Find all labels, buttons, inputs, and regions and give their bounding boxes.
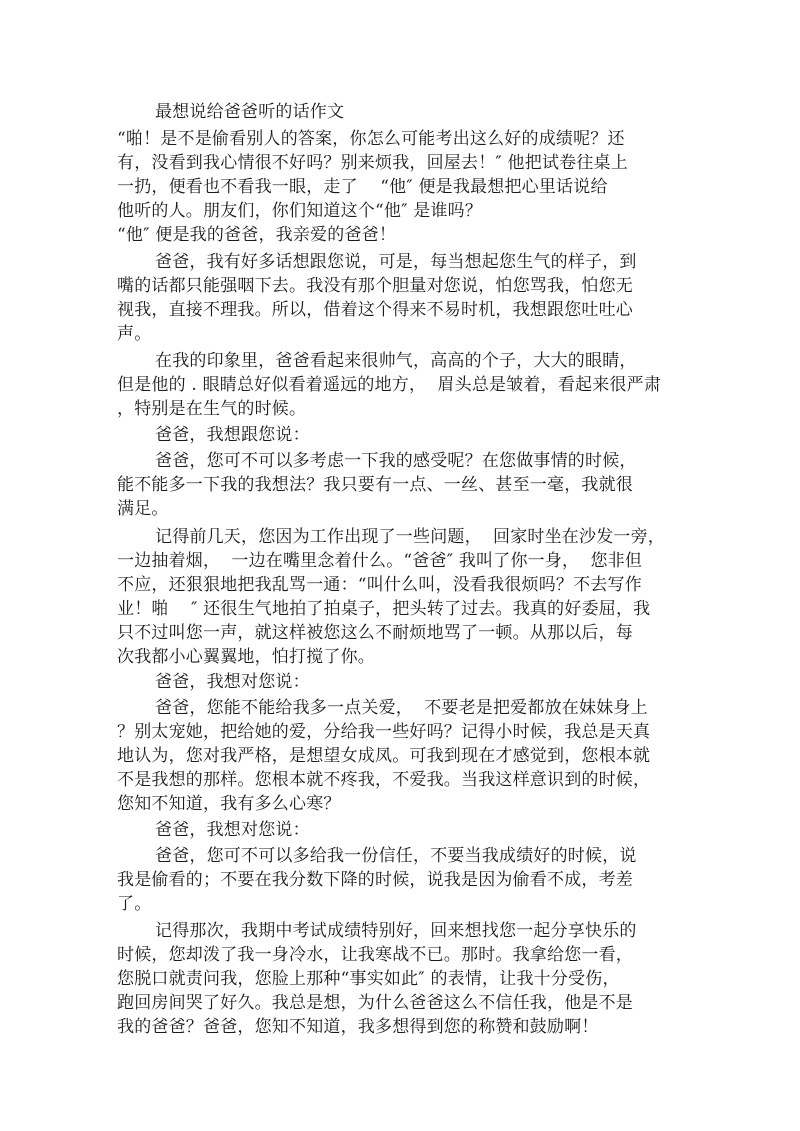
text-line: 他听的人。朋友们，你们知道这个“他″ 是谁吗？ bbox=[117, 201, 483, 221]
text-line: 爸爸，我想对您说： bbox=[155, 820, 310, 840]
text-line: ？别太宠她，把给她的爱，分给我一些好吗？记得小时候，我总是天真 bbox=[117, 722, 651, 742]
text-line: 您知不知道，我有多么心寒？ bbox=[117, 794, 341, 814]
text-line: 时候，您却泼了我一身冷水，让我寒战不已。那时。我拿给您一看， bbox=[117, 945, 633, 965]
text-line: 我的爸爸？爸爸，您知不知道，我多想得到您的称赞和鼓励啊！ bbox=[117, 1017, 599, 1037]
text-line: 爸爸，您能不能给我多一点关爱， 不要老是把爱都放在妹妹身上 bbox=[155, 698, 648, 718]
text-line: 不应，还狠狠地把我乱骂一通：“叫什么叫，没看我很烦吗？不去写作 bbox=[117, 575, 642, 595]
text-line: “啪！是不是偷看别人的答案，你怎么可能考出这么好的成绩呢？还 bbox=[117, 129, 625, 149]
text-line: 声。 bbox=[117, 324, 152, 344]
text-line: “他″ 便是我的爸爸，我亲爱的爸爸！ bbox=[117, 225, 397, 245]
text-line: 您脱口就责问我，您脸上那种“事实如此″ 的表情，让我十分受伤， bbox=[117, 969, 620, 989]
text-line: 一边抽着烟， 一边在嘴里念着什么。“爸爸″ 我叫了你一身， 您非但 bbox=[117, 551, 643, 571]
text-line: 了。 bbox=[117, 894, 152, 914]
text-line: 爸爸，我有好多话想跟您说，可是，每当想起您生气的样子，到 bbox=[155, 252, 637, 272]
text-line: 在我的印象里，爸爸看起来很帅气，高高的个子，大大的眼睛， bbox=[155, 351, 637, 371]
text-line: 视我，直接不理我。所以，借着这个得来不易时机，我想跟您吐吐心 bbox=[117, 300, 633, 320]
text-line: 我是偷看的；不要在我分数下降的时候，说我是因为偷看不成，考差 bbox=[117, 870, 633, 890]
text-line: 嘴的话都只能强咽下去。我没有那个胆量对您说，怕您骂我，怕您无 bbox=[117, 276, 633, 296]
text-line: 地认为，您对我严格，是想望女成凤。可我到现在才感觉到，您根本就 bbox=[117, 746, 651, 766]
text-line: 有，没看到我心情很不好吗？别来烦我，回屋去！″ 他把试卷往桌上 bbox=[117, 153, 628, 173]
text-line: 能不能多一下我的我想法？我只要有一点、一丝、甚至一毫，我就很 bbox=[117, 475, 633, 495]
text-line: 爸爸，我想对您说： bbox=[155, 672, 310, 692]
text-line: ，特别是在生气的时候。 bbox=[117, 399, 307, 419]
text-line: 爸爸，您可不可以多给我一份信任，不要当我成绩好的时候，说 bbox=[155, 846, 637, 866]
text-line: 记得前几天，您因为工作出现了一些问题， 回家时坐在沙发一旁， bbox=[155, 527, 666, 547]
text-line: 只不过叫您一声，就这样被您这么不耐烦地骂了一顿。从那以后，每 bbox=[117, 623, 633, 643]
text-line: 业！啪 ″ 还很生气地拍了拍桌子，把头转了过去。我真的好委屈，我 bbox=[117, 599, 651, 619]
text-line: 爸爸，我想跟您说： bbox=[155, 425, 310, 445]
text-line: 跑回房间哭了好久。我总是想，为什么爸爸这么不信任我，他是不是 bbox=[117, 993, 633, 1013]
text-line: 爸爸，您可不可以多考虑一下我的感受呢？在您做事情的时候， bbox=[155, 451, 637, 471]
text-line: 次我都小心翼翼地，怕打搅了你。 bbox=[117, 647, 375, 667]
text-line: 一扔，便看也不看我一眼，走了 “他″ 便是我最想把心里话说给 bbox=[117, 177, 608, 197]
text-line: 记得那次，我期中考试成绩特别好，回来想找您一起分享快乐的 bbox=[155, 921, 637, 941]
text-line: 满足。 bbox=[117, 499, 169, 519]
text-line: 不是我想的那样。您根本就不疼我，不爱我。当我这样意识到的时候， bbox=[117, 770, 651, 790]
document-title: 最想说给爸爸听的话作文 bbox=[155, 102, 345, 122]
text-line: 但是他的 . 眼睛总好似看着遥远的地方， 眉头总是皱着，看起来很严肃 bbox=[117, 375, 662, 395]
